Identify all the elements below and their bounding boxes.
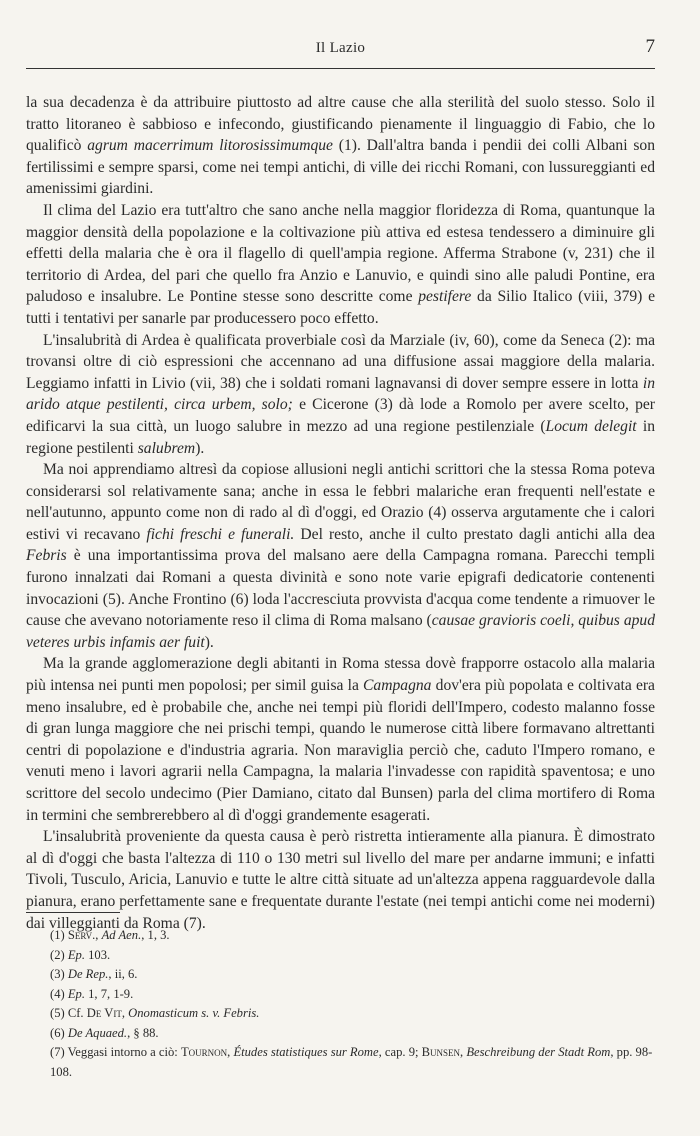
text-run: (2) bbox=[50, 947, 68, 962]
text-run: 103. bbox=[84, 947, 111, 962]
italic-text: Ep. bbox=[67, 947, 85, 962]
text-run: , bbox=[227, 1045, 234, 1059]
text-run: , bbox=[95, 928, 102, 942]
italic-text: Ad Aen. bbox=[101, 928, 142, 942]
running-title: Il Lazio bbox=[315, 40, 366, 56]
italic-text: De Aquaed. bbox=[67, 1025, 128, 1040]
text-run: , 1, 3. bbox=[141, 928, 170, 942]
text-run: , ii, 6. bbox=[108, 967, 138, 981]
author-name: Tournon bbox=[180, 1045, 228, 1059]
footnote bbox=[50, 965, 655, 985]
text-run: è una importantissima prova del malsano aere della Campagna romana. Parecchi templi furono innalzati dai Romani a questa divinità e sono note varie epigrafi dedicatorie contenenti invocazioni (5). Anche Frontino (6) loda l'accresciuta provvista d'acqua come tendente a rimuover le cause che avevano notoriamente reso il clima di Roma malsano ( bbox=[26, 547, 655, 630]
body-text bbox=[26, 92, 655, 934]
paragraph bbox=[26, 653, 655, 826]
footnote bbox=[50, 1004, 655, 1024]
footnote bbox=[50, 1043, 655, 1082]
text-run: (3) bbox=[50, 967, 68, 981]
text-run: da Silio Italico (viii, 379) e tutti i tentativi per sanarle par producessero poco effetto. bbox=[26, 288, 655, 327]
footnote bbox=[50, 1024, 655, 1044]
italic-text: in arido atque pestilenti, circa urbem, solo; bbox=[26, 374, 655, 414]
text-run: , pp. 98-108. bbox=[50, 1045, 653, 1079]
author-name: De Vit bbox=[86, 1006, 122, 1020]
italic-text: De Rep. bbox=[67, 967, 109, 981]
italic-text: fichi freschi e funerali. bbox=[146, 525, 295, 543]
italic-text: Beschreibung der Stadt Rom bbox=[466, 1045, 611, 1059]
paragraph bbox=[26, 330, 655, 460]
italic-text: Campagna bbox=[363, 677, 432, 695]
text-run: dov'era più popolata e coltivata era meno insalubre, ed è probabile che, anche nei tempi più floridi dell'Impero, codesto malanno fosse di gran lunga maggiore che nei prischi tempi, quando le numerose città libere formavano altrettanti centri di popolazione e d'industria agraria. Non maraviglia perciò che, caduto l'Impero romano, e venuti meno i lavori agrarii nella Campagna, la malaria l'invadesse con rapidità spaventosa; e uno scrittore del secolo undecimo (Pier Damiano, citato dal Bunsen) parla del clima mortifero di Roma in termini che sembrerebbero al dì d'oggi grandemente esagerati. bbox=[26, 677, 655, 824]
paragraph bbox=[26, 826, 655, 934]
author-name: Bunsen bbox=[421, 1045, 461, 1059]
text-run: (6) bbox=[50, 1025, 68, 1040]
italic-text: Locum delegit bbox=[545, 417, 637, 435]
text-run: 1, 7, 1-9. bbox=[84, 986, 134, 1001]
italic-text: Febris bbox=[26, 547, 67, 565]
text-run: , bbox=[460, 1045, 467, 1059]
text-run: L'insalubrità di Ardea è qualificata proverbiale così da Marziale (iv, 60), come da Seneca (2): ma trovansi oltre di ciò espressioni che accennano ad una diffusione assai maggiore della malaria. Leggiamo infatti in Livio (vii, 38) che i soldati romani lagnavansi di dover sempre essere in lotta bbox=[26, 331, 655, 392]
italic-text: salubrem bbox=[137, 439, 196, 457]
text-run: (7) Veggasi intorno a ciò: bbox=[50, 1045, 181, 1059]
text-run: , § 88. bbox=[127, 1025, 159, 1040]
text-run: (1). Dall'altra banda i pendii dei colli Albani son fertilissimi e sempre sparsi, come nei tempi antichi, di ville dei ricchi Romani, con lussureggianti ed amenissimi giardini. bbox=[26, 137, 656, 198]
footnote bbox=[50, 946, 655, 966]
text-run: , cap. 9; bbox=[378, 1045, 422, 1059]
italic-text: Onomasticum s. v. Febris. bbox=[128, 1006, 260, 1020]
text-run: Il clima del Lazio era tutt'altro che sano anche nella maggior floridezza di Roma, quantunque la maggior densità della popolazione e la coltivazione più attiva ed estesa tendessero a diminuire gli effetti della malaria che è ora il flagello di quell'ampia regione. Afferma Strabone (v, 231) che il territorio di Ardea, del pari che quello fra Anzio e Lanuvio, e quindi sino alle paludi Pontine, era paludoso e insalubre. Le Pontine stesse sono descritte come bbox=[26, 201, 655, 306]
italic-text: Études statistiques sur Rome bbox=[233, 1045, 379, 1059]
text-run: (5) Cf. bbox=[50, 1006, 87, 1020]
paragraph bbox=[26, 459, 655, 653]
paragraph bbox=[26, 92, 655, 200]
text-run: , bbox=[121, 1006, 129, 1020]
italic-text: Ep. bbox=[67, 986, 85, 1001]
text-run: ). bbox=[195, 439, 205, 457]
text-run: Ma la grande agglomerazione degli abitanti in Roma stessa dovè frapporre ostacolo alla malaria più intensa nei punti men popolosi; per simil guisa la bbox=[26, 655, 655, 695]
italic-text: agrum macerrimum litorosissimumque bbox=[87, 137, 333, 155]
footnote bbox=[50, 985, 655, 1005]
page-header bbox=[26, 36, 655, 62]
italic-text: causae gravioris coeli, quibus apud veteres urbis infamis aer fuit bbox=[26, 612, 656, 651]
page-number: 7 bbox=[645, 36, 655, 57]
footnote-rule bbox=[26, 912, 120, 913]
author-name: Serv. bbox=[67, 928, 96, 942]
italic-text: pestifere bbox=[418, 288, 472, 306]
footnotes bbox=[50, 926, 655, 1082]
text-run: ). bbox=[204, 633, 214, 651]
text-run: Del resto, anche il culto prestato dagli antichi alla dea bbox=[294, 525, 655, 543]
paragraph bbox=[26, 200, 655, 330]
text-run: e Cicerone (3) dà lode a Romolo per avere scelto, per edificarvi la sua città, un luogo salubre in mezzo ad una regione pestilenziale ( bbox=[26, 396, 655, 435]
text-run: Ma noi apprendiamo altresì da copiose allusioni negli antichi scrittori che la stessa Roma poteva considerarsi sol relativamente sana; anche in essa le febbri malariche eran frequenti nell'estate e nell'autunno, appunto come non di rado al dì d'oggi, ed Orazio (4) osserva argutamente che i calori estivi vi recavano bbox=[26, 461, 655, 543]
header-rule bbox=[26, 68, 655, 69]
text-run: (4) bbox=[50, 986, 68, 1001]
text-run: (1) bbox=[50, 928, 68, 942]
text-run: in regione pestilenti bbox=[26, 417, 655, 457]
text-run: la sua decadenza è da attribuire piuttosto ad altre cause che alla sterilità del suolo stesso. Solo il tratto litoraneo è sabbioso e infecondo, giustificando pienamente il linguaggio di Fabio, che lo qualificò bbox=[26, 94, 655, 155]
text-run: L'insalubrità proveniente da questa causa è però ristretta intieramente alla pianura. È dimostrato al dì d'oggi che basta l'altezza di 110 o 130 metri sul livello del mare per andarne immuni; e infatti Tivoli, Tusculo, Aricia, Lanuvio e tutte le altre città situate ad un'altezza appena ragguardevole dalla pianura, erano perfettamente sane e frequentate durante l'estate (nei tempi antichi come nei moderni) dai villeggianti da Roma (7). bbox=[26, 828, 655, 932]
footnote bbox=[50, 926, 655, 946]
